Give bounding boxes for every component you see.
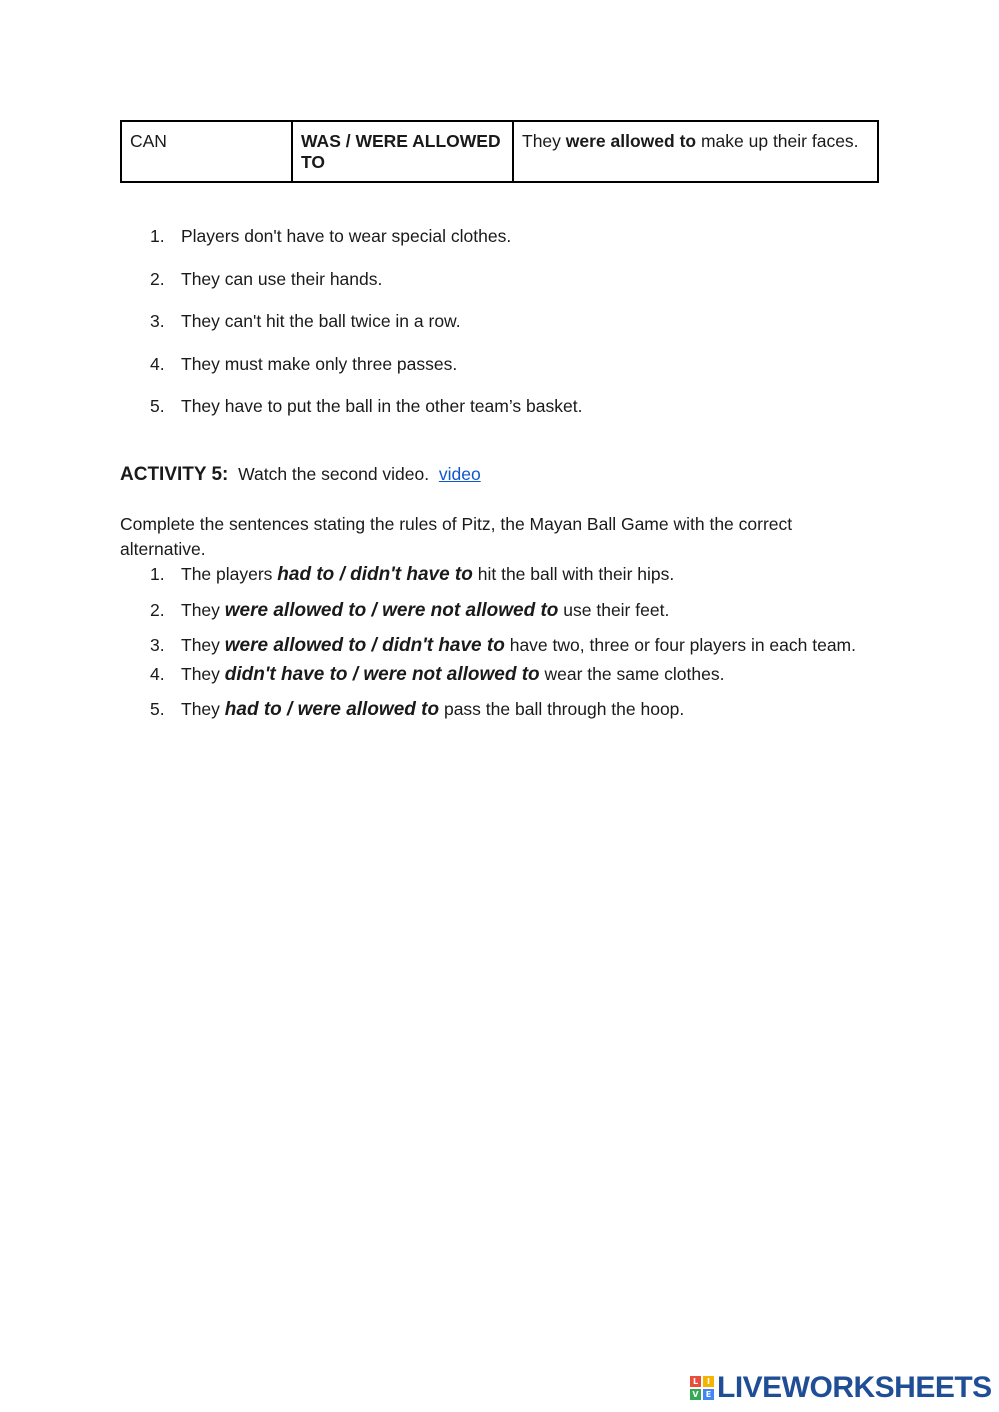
list-number: 3. (150, 311, 165, 331)
table-cell-modal (121, 121, 292, 182)
sentence-start: They (181, 599, 225, 620)
list-item (150, 598, 856, 623)
logo-text: LIVEWORKSHEETS (717, 1371, 992, 1404)
activity-text: Watch the second video. (238, 464, 430, 484)
list-number: 4. (150, 353, 165, 374)
list-text: They can use their hands. (181, 268, 383, 289)
liveworksheets-logo (690, 1371, 992, 1405)
activity-heading (120, 462, 481, 487)
list-text: They must make only three passes. (181, 353, 458, 374)
answer-options[interactable]: were allowed to / were not allowed to (224, 599, 559, 621)
sentence-end: hit the ball with their hips. (472, 564, 675, 584)
instructions-text: Complete the sentences stating the rules of Pitz, the Mayan Ball Game with the correct alternative. (120, 514, 793, 559)
logo-blocks-icon (690, 1376, 714, 1400)
list-item (150, 269, 582, 312)
cell-text-bold: were allowed to (565, 131, 697, 151)
sentence-end: have two, three or four players in each team. (504, 634, 856, 655)
list-text: They can't hit the ball twice in a row. (181, 311, 461, 331)
sentence-start: They (181, 699, 225, 720)
list-item (150, 697, 856, 722)
list-number: 5. (150, 699, 165, 720)
sentence-start: They (181, 663, 225, 684)
cell-text: CAN (130, 131, 167, 151)
cell-text-bold: WAS / WERE ALLOWED TO (301, 131, 501, 172)
logo-block: E (703, 1389, 714, 1400)
list-number: 2. (150, 599, 165, 620)
list-item (150, 562, 856, 587)
list-item (150, 662, 856, 687)
list-number: 1. (150, 564, 165, 584)
logo-block: L (690, 1376, 701, 1387)
list-number: 3. (150, 634, 165, 655)
cell-text: make up their faces. (696, 131, 859, 151)
list-item (150, 311, 582, 354)
answer-options[interactable]: had to / were allowed to (224, 699, 440, 721)
table-row (121, 121, 878, 182)
list-number: 1. (150, 226, 165, 246)
cell-text: They (522, 131, 566, 151)
sentence-start: They (181, 634, 225, 655)
activity-title: ACTIVITY 5: (120, 464, 229, 485)
sentence-end: use their feet. (558, 599, 670, 620)
alternatives-list (150, 562, 856, 733)
list-item (150, 629, 856, 662)
sentence-end: pass the ball through the hoop. (439, 699, 685, 720)
rules-list (150, 226, 582, 439)
list-number: 4. (150, 663, 165, 684)
table-cell-past-form (292, 121, 513, 182)
list-number: 5. (150, 396, 165, 416)
answer-options[interactable]: didn't have to / were not allowed to (224, 663, 540, 685)
list-item (150, 226, 582, 269)
answer-options[interactable]: were allowed to / didn't have to (224, 634, 505, 656)
answer-options[interactable]: had to / didn't have to (277, 564, 473, 585)
video-link[interactable]: video (438, 464, 481, 484)
list-item (150, 354, 582, 397)
list-number: 2. (150, 268, 165, 289)
table-cell-example (513, 121, 878, 182)
logo-block: I (703, 1376, 714, 1387)
logo-block: V (690, 1389, 701, 1400)
list-text: They have to put the ball in the other team’s basket. (181, 396, 583, 416)
grammar-table (120, 120, 879, 183)
list-text: Players don't have to wear special clothes. (181, 226, 512, 246)
sentence-end: wear the same clothes. (539, 663, 725, 684)
list-item (150, 396, 582, 439)
sentence-start: The players (181, 564, 278, 584)
